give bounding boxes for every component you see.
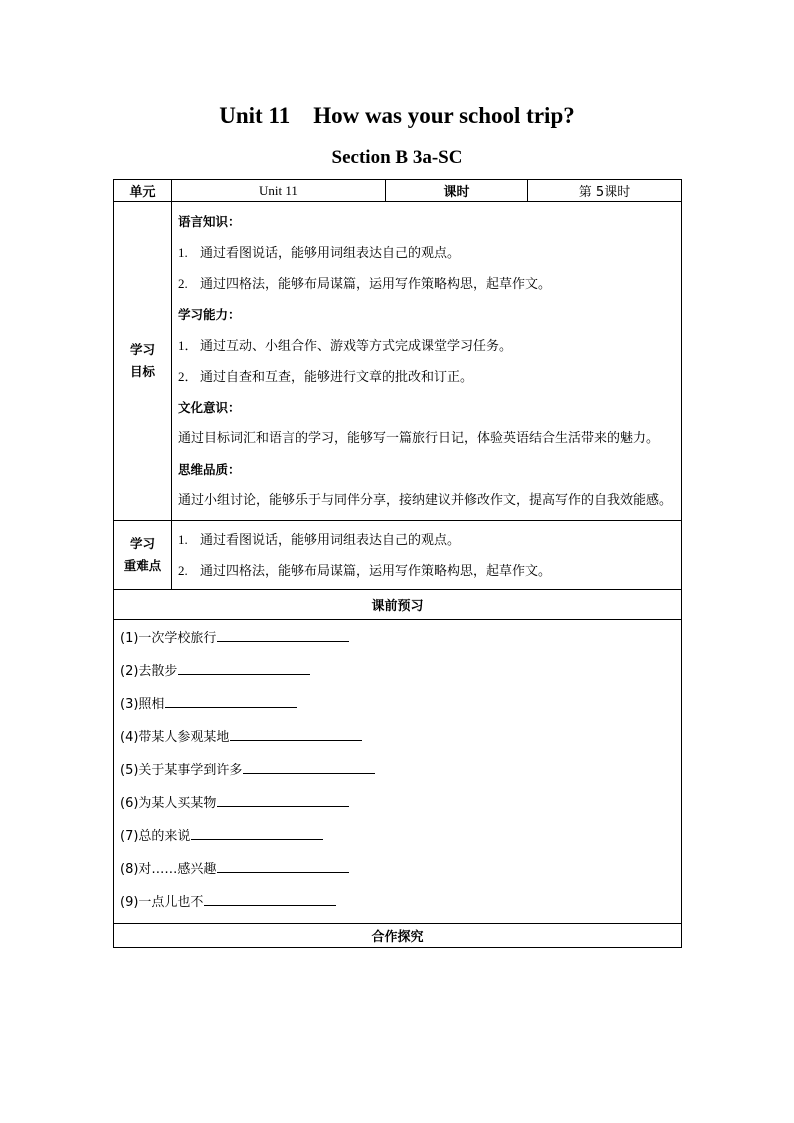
section-subtitle: Section B 3a-SC	[331, 147, 463, 168]
preview-item	[120, 789, 675, 822]
answer-blank[interactable]	[165, 695, 297, 708]
answer-blank[interactable]	[243, 761, 375, 774]
key-points-row	[114, 521, 682, 590]
preview-item-text: (6)为某人买某物	[120, 796, 217, 811]
preview-heading-row	[114, 590, 682, 620]
thinking-heading: 思维品质：	[178, 462, 241, 477]
unit-value: Unit 11	[172, 180, 386, 202]
ability-heading: 学习能力：	[178, 307, 241, 322]
preview-item-text: (8)对……感兴趣	[120, 862, 217, 877]
key-points-label-line2: 重难点	[123, 558, 162, 573]
item-text: 通过互动、小组合作、游戏等方式完成课堂学习任务。	[200, 339, 513, 354]
preview-item-text: (2)去散步	[120, 664, 178, 679]
preview-item	[120, 756, 675, 789]
item-text: 通过四格法，能够布局谋篇，运用写作策略构思，起草作文。	[200, 277, 552, 292]
item-number: 2.	[178, 276, 188, 291]
answer-blank[interactable]	[217, 794, 349, 807]
ability-item	[178, 361, 675, 392]
preview-item-text: (9)一点儿也不	[120, 895, 204, 910]
thinking-text: 通过小组讨论，能够乐于与同伴分享，接纳建议并修改作文，提高写作的自我效能感。	[178, 493, 673, 508]
preview-content	[114, 620, 682, 924]
objectives-label	[114, 202, 172, 521]
preview-item	[120, 723, 675, 756]
key-point-item	[178, 524, 675, 555]
item-text: 通过看图说话，能够用词组表达自己的观点。	[200, 533, 461, 548]
item-number: 1．	[178, 338, 198, 353]
preview-item	[120, 657, 675, 690]
ability-item	[178, 330, 675, 361]
item-number: 1.	[178, 532, 188, 547]
language-item	[178, 237, 675, 268]
answer-blank[interactable]	[230, 728, 362, 741]
preview-item-text: (7)总的来说	[120, 829, 191, 844]
item-text: 通过看图说话，能够用词组表达自己的观点。	[200, 246, 461, 261]
item-number: 1.	[178, 245, 188, 260]
preview-item	[120, 624, 675, 657]
preview-item	[120, 888, 675, 921]
preview-item	[120, 690, 675, 723]
key-point-item	[178, 555, 675, 586]
item-number: 2.	[178, 563, 188, 578]
period-value: 第 5课时	[528, 180, 682, 202]
answer-blank[interactable]	[217, 860, 349, 873]
language-item	[178, 268, 675, 299]
period-label: 课时	[386, 180, 528, 202]
key-points-content	[172, 521, 682, 590]
culture-heading: 文化意识：	[178, 400, 241, 415]
objectives-label-line1: 学习	[129, 342, 155, 357]
preview-item-text: (4)带某人参观某地	[120, 730, 230, 745]
key-points-label	[114, 521, 172, 590]
objectives-row	[114, 202, 682, 521]
answer-blank[interactable]	[217, 629, 349, 642]
item-number: 2．	[178, 369, 198, 384]
item-text: 通过自查和互查，能够进行文章的批改和订正。	[200, 370, 474, 385]
unit-label: 单元	[114, 180, 172, 202]
preview-item-text: (1)一次学校旅行	[120, 631, 217, 646]
answer-blank[interactable]	[178, 662, 310, 675]
preview-item-text: (3)照相	[120, 697, 165, 712]
item-text: 通过四格法，能够布局谋篇，运用写作策略构思，起草作文。	[200, 564, 552, 579]
answer-blank[interactable]	[204, 893, 336, 906]
culture-text: 通过目标词汇和语言的学习，能够写一篇旅行日记，体验英语结合生活带来的魅力。	[178, 431, 660, 446]
document-title: Unit 11 How was your school trip?	[219, 103, 575, 128]
answer-blank[interactable]	[191, 827, 323, 840]
objectives-content	[172, 202, 682, 521]
preview-heading: 课前预习	[114, 590, 682, 620]
preview-item	[120, 822, 675, 855]
key-points-label-line1: 学习	[129, 536, 155, 551]
preview-item	[120, 855, 675, 888]
cooperation-heading-row	[114, 924, 682, 948]
header-row	[114, 180, 682, 202]
objectives-label-line2: 目标	[129, 364, 155, 379]
cooperation-heading: 合作探究	[114, 924, 682, 948]
preview-item-text: (5)关于某事学到许多	[120, 763, 243, 778]
language-heading: 语言知识：	[178, 214, 241, 229]
lesson-plan-table	[113, 179, 682, 948]
preview-content-row	[114, 620, 682, 924]
